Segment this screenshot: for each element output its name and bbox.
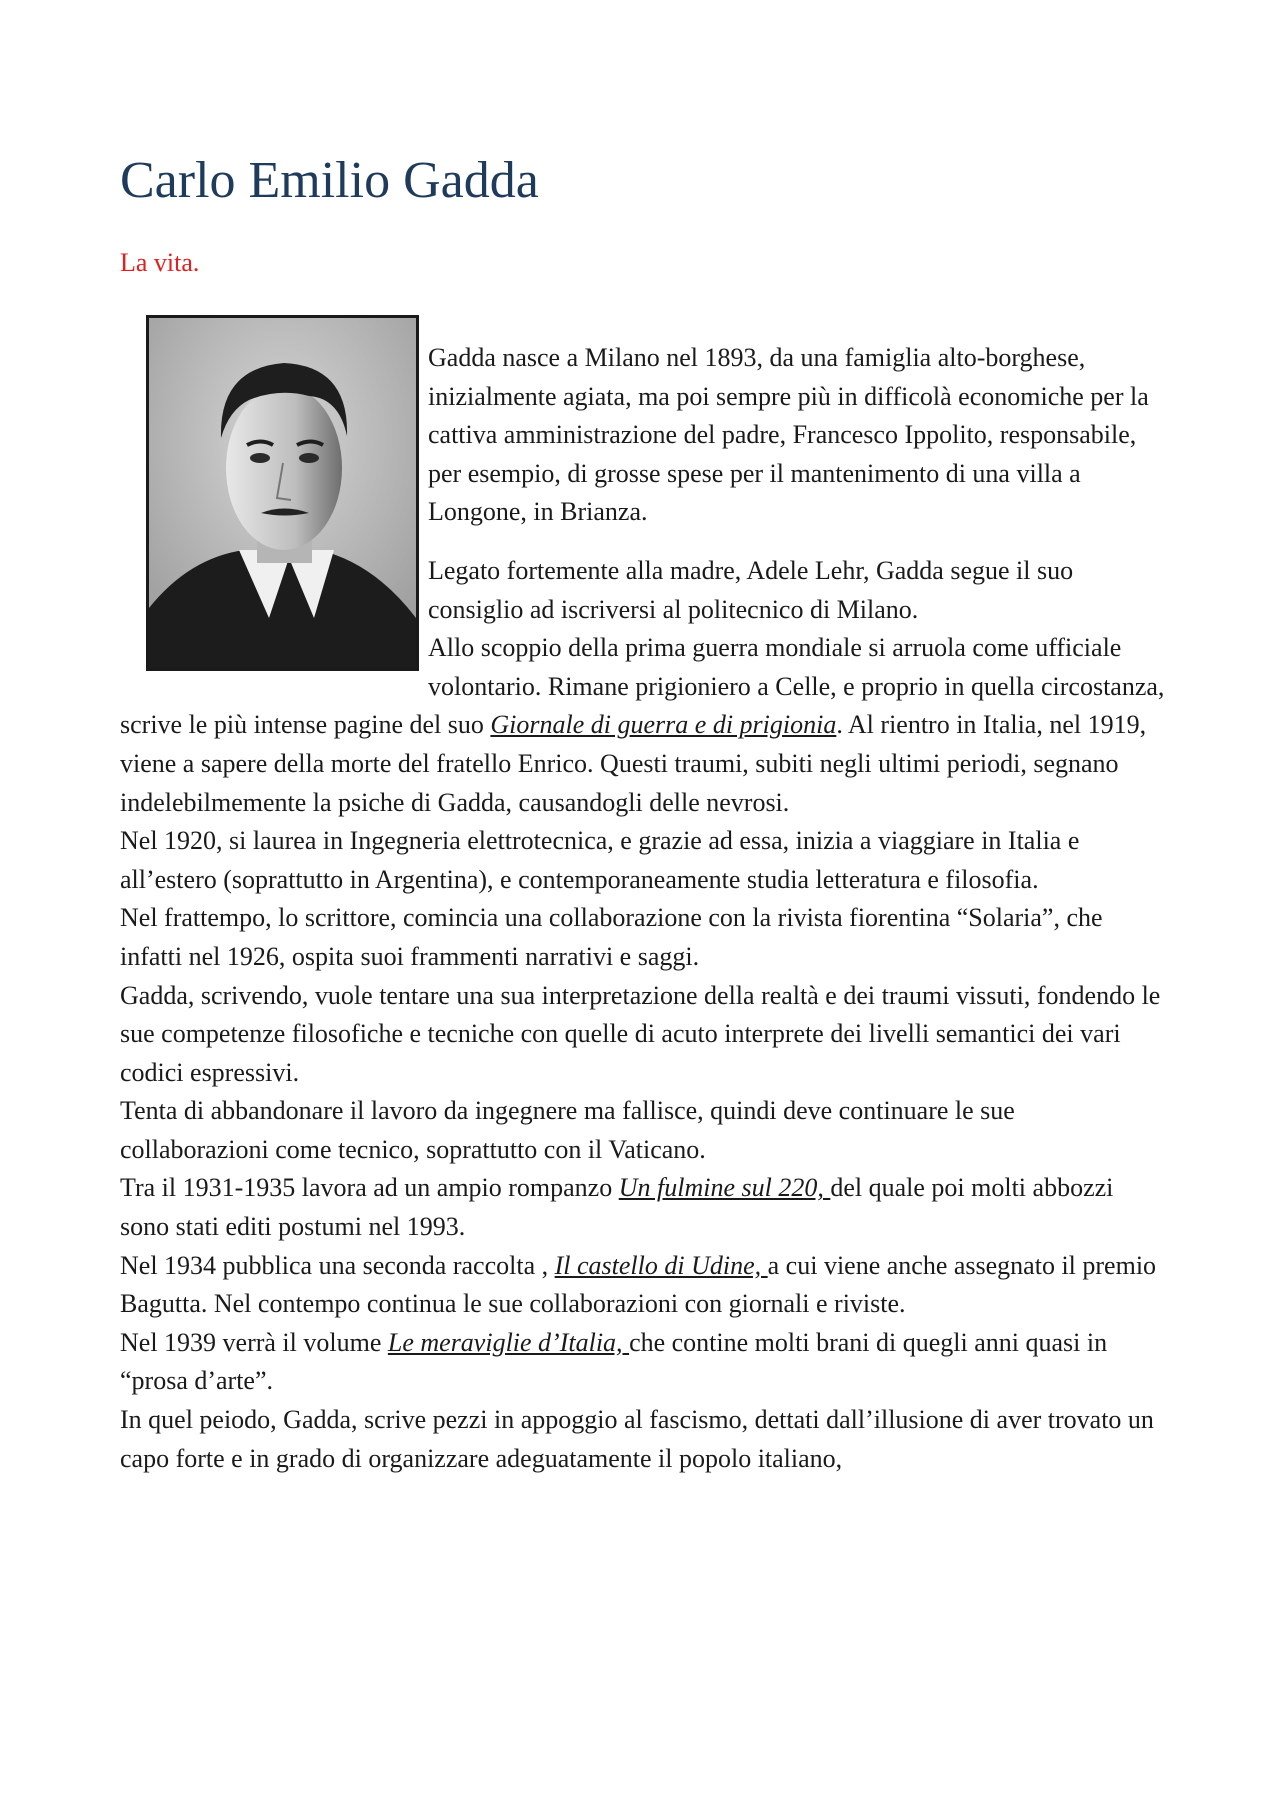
paragraph: Tenta di abbandonare il lavoro da ingegnere ma fallisce, quindi deve continuare le sue collaborazioni come tecnico, soprattutto con il Vaticano.: [120, 1096, 1015, 1164]
paragraph: Nel 1920, si laurea in Ingegneria elettrotecnica, e grazie ad essa, inizia a viaggiare in Italia e all’estero (soprattutto in Argentina), e contemporaneamente studia letteratura e filosofia.: [120, 826, 1080, 894]
body-text: [120, 339, 1165, 1478]
paragraph: [120, 1169, 1165, 1246]
text-run: Nel 1934 pubblica una seconda raccolta ,: [120, 1250, 555, 1280]
paragraph: Gadda, scrivendo, vuole tentare una sua interpretazione della realtà e dei traumi vissuti, fondendo le sue competenze filosofiche e tecniche con quelle di acuto interprete dei livelli semantici dei vari codici espressivi.: [120, 980, 1161, 1087]
section-heading: La vita.: [120, 248, 200, 277]
text-run: . Al rientro in Italia, nel 1919, viene a sapere della morte del fratello Enrico. Questi traumi, subiti negli ultimi periodi, segnano indelebilmemente la psiche di Gadda, causandogli delle nevrosi.: [120, 710, 1147, 817]
paragraph: [120, 1247, 1165, 1324]
work-title: Giornale di guerra e di prigionia: [490, 710, 837, 740]
text-run: Allo scoppio della prima guerra mondiale si arruola come ufficiale volontario. Rimane prigioniero a Celle, e proprio in quella circostanza, scrive le più intense pagine del suo: [120, 633, 1165, 740]
paragraph: [120, 1324, 1165, 1401]
paragraph: In quel peiodo, Gadda, scrive pezzi in appoggio al fascismo, dettati dall’illusione di aver trovato un capo forte e in grado di organizzare adeguatamente il popolo italiano,: [120, 1405, 1154, 1473]
text-run: che contine molti brani di quegli anni quasi in “prosa d’arte”.: [120, 1327, 1108, 1396]
text-run: del quale poi molti abbozzi sono stati editi postumi nel 1993.: [120, 1173, 1114, 1242]
work-title: Le meraviglie d’Italia,: [387, 1327, 630, 1357]
work-title: Un fulmine sul 220,: [618, 1173, 831, 1203]
paragraph: Legato fortemente alla madre, Adele Lehr, Gadda segue il suo consiglio ad iscriversi al politecnico di Milano.: [428, 555, 1074, 624]
paragraph: Gadda nasce a Milano nel 1893, da una famiglia alto-borghese, inizialmente agiata, ma poi sempre più in difficolà economiche per la cattiva amministrazione del padre, Francesco Ippolito, responsabile, per esempio, di grosse spese per il mantenimento di una villa a Longone, in Brianza.: [428, 343, 1149, 527]
page-title: Carlo Emilio Gadda: [120, 152, 539, 209]
author-portrait-photo: [146, 315, 419, 671]
text-run: a cui viene anche assegnato il premio Bagutta. Nel contempo continua le sue collaborazioni con giornali e riviste.: [120, 1250, 1157, 1319]
text-run: Tra il 1931-1935 lavora ad un ampio rompanzo: [120, 1173, 619, 1203]
paragraph: Nel frattempo, lo scrittore, comincia una collaborazione con la rivista fiorentina “Solaria”, che infatti nel 1926, ospita suoi frammenti narrativi e saggi.: [120, 903, 1103, 971]
text-run: Nel 1939 verrà il volume: [120, 1327, 388, 1357]
work-title: Il castello di Udine,: [554, 1250, 768, 1280]
